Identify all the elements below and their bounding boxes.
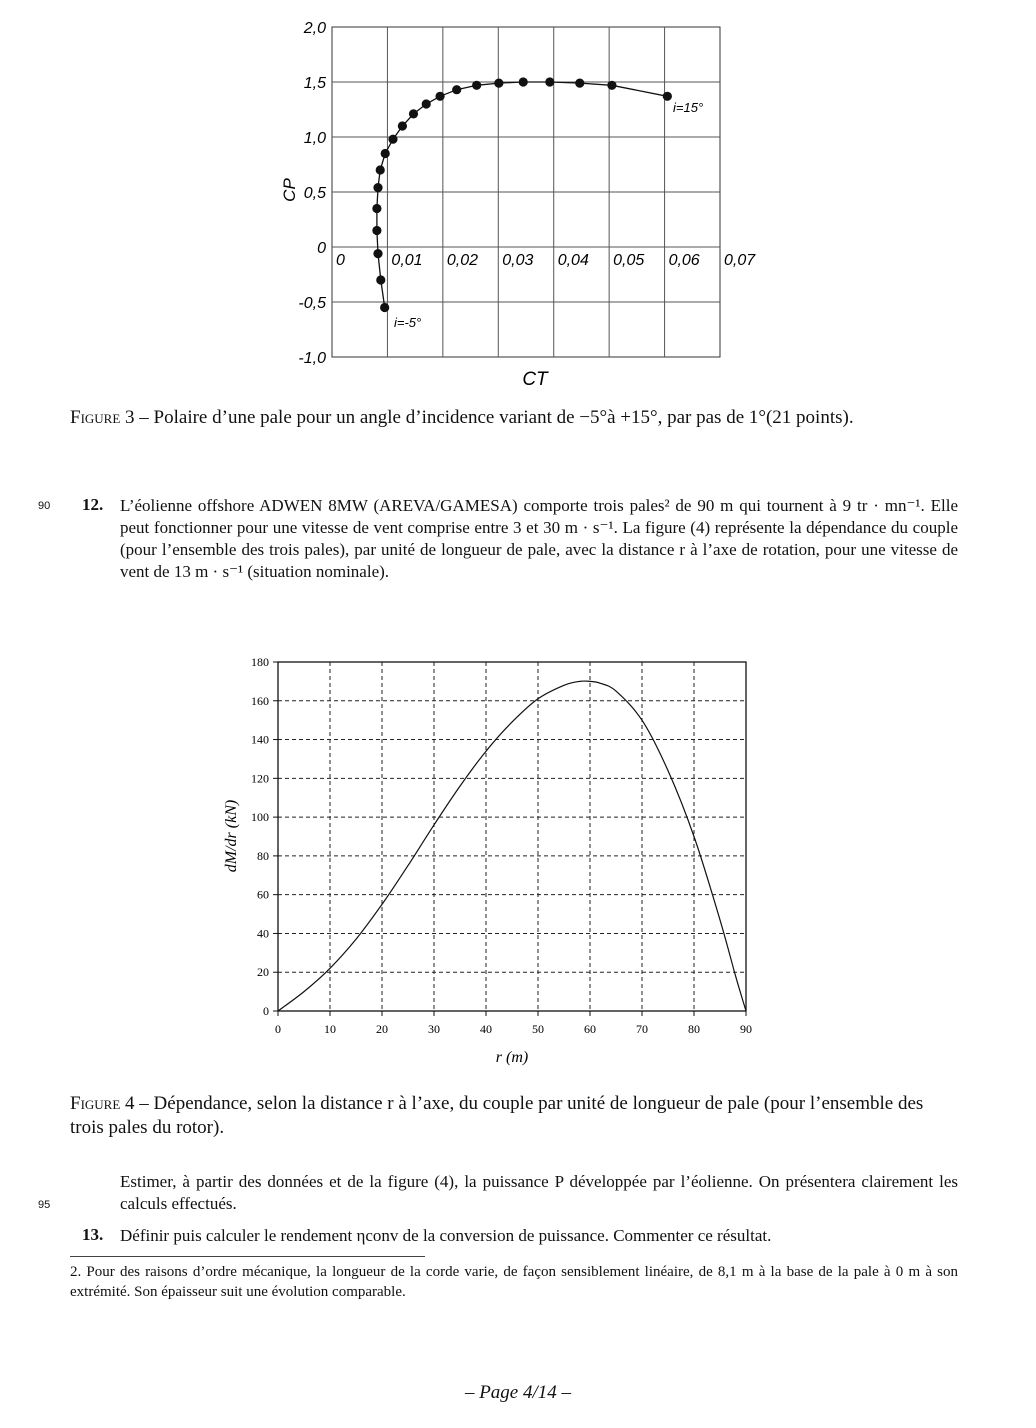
figure-3-polar-chart <box>270 10 770 395</box>
fig3-data-point <box>376 275 385 284</box>
fig4-x-tick-label: 40 <box>480 1022 492 1036</box>
fig4-x-tick-label: 50 <box>532 1022 544 1036</box>
fig4-xlabel: r (m) <box>495 1049 529 1066</box>
fig3-y-tick-label: -1,0 <box>298 350 326 367</box>
fig3-tick-labels <box>298 20 756 367</box>
fig3-data-point <box>398 121 407 130</box>
figure-4-torque-chart <box>215 650 760 1070</box>
figure-3-caption <box>70 406 958 430</box>
fig3-grid <box>332 27 720 357</box>
line-number-90: 90 <box>38 500 51 512</box>
fig3-xlabel: CT <box>522 369 548 390</box>
fig3-x-tick-label: 0,07 <box>724 252 756 269</box>
fig3-data-point <box>380 303 389 312</box>
fig3-x-tick-label: 0,06 <box>668 252 700 269</box>
fig3-data-point <box>519 77 528 86</box>
fig3-data-point <box>381 149 390 158</box>
fig3-data-points <box>372 77 672 312</box>
fig4-x-tick-label: 10 <box>324 1022 336 1036</box>
fig4-x-tick-label: 20 <box>376 1022 388 1036</box>
fig3-y-tick-label: 0 <box>317 240 326 257</box>
fig4-x-tick-label: 60 <box>584 1022 596 1036</box>
figure-4-caption <box>70 1092 958 1140</box>
fig3-data-point <box>373 249 382 258</box>
fig3-data-point <box>422 99 431 108</box>
fig4-ylabel: dM/dr (kN) <box>223 799 240 873</box>
fig4-x-tick-label: 80 <box>688 1022 700 1036</box>
fig4-y-tick-label: 80 <box>257 848 269 863</box>
fig3-x-tick-label: 0 <box>336 252 345 269</box>
fig4-y-tick-label: 100 <box>251 810 269 825</box>
fig4-y-tick-label: 20 <box>257 965 269 980</box>
fig3-data-point <box>663 92 672 101</box>
fig3-x-tick-label: 0,04 <box>557 252 589 269</box>
fig3-data-point <box>373 183 382 192</box>
figure-3-caption-text: – Polaire d’une pale pour un angle d’incidence variant de −5°à +15°, par pas de 1°(21 points). <box>139 407 854 428</box>
fig3-data-point <box>372 204 381 213</box>
fig3-y-tick-label: 1,0 <box>303 130 326 147</box>
fig3-data-point <box>376 165 385 174</box>
fig4-x-tick-label: 30 <box>428 1022 440 1036</box>
fig3-x-tick-label: 0,05 <box>613 252 645 269</box>
fig4-y-tick-label: 120 <box>251 771 269 786</box>
fig4-frame <box>278 662 746 1011</box>
fig4-y-tick-label: 40 <box>257 926 269 941</box>
fig3-x-tick-label: 0,01 <box>391 252 423 269</box>
fig3-data-point <box>607 81 616 90</box>
page-footer: – Page 4/14 – <box>464 1382 572 1403</box>
line-number-95: 95 <box>38 1199 51 1211</box>
fig3-data-point <box>545 77 554 86</box>
fig3-series-line <box>377 82 667 308</box>
fig3-y-tick-label: 2,0 <box>303 20 326 37</box>
question-13-number: 13. <box>82 1225 104 1244</box>
question-13-text: Définir puis calculer le rendement ηconv de la conversion de puissance. Commenter ce résultat. <box>120 1226 772 1245</box>
fig4-x-tick-label: 70 <box>636 1022 648 1036</box>
footnote-rule <box>70 1256 425 1257</box>
figure-3-caption-label: Figure 3 <box>70 407 135 428</box>
fig4-series-line <box>278 681 746 1011</box>
footnote-2: 2. Pour des raisons d’ordre mécanique, la longueur de la corde varie, de façon sensiblement linéaire, de 8,1 m à la base de la pale à 0 m à son extrémité. Son épaisseur suit une évolution comparable. <box>70 1264 958 1300</box>
fig3-x-tick-label: 0,02 <box>446 252 478 269</box>
fig3-data-point <box>452 85 461 94</box>
fig3-data-point <box>575 79 584 88</box>
fig3-data-point <box>472 81 481 90</box>
question-12-text: L’éolienne offshore ADWEN 8MW (AREVA/GAMESA) comporte trois pales² de 90 m qui tournent à 9 tr · mn⁻¹. Elle peut fonctionner pour une vitesse de vent comprise entre 3 et 30 m · s⁻¹. La figure (4) représente la dépendance du couple (pour l’ensemble des trois pales), par unité de longueur de pale, avec la distance r à l’axe de rotation, pour une vitesse de vent de 13 m · s⁻¹ (situation nominale). <box>120 496 958 581</box>
fig3-x-tick-label: 0,03 <box>502 252 534 269</box>
fig3-data-point <box>435 92 444 101</box>
fig3-y-tick-label: 0,5 <box>303 185 326 202</box>
estimate-instruction: Estimer, à partir des données et de la figure (4), la puissance P développée par l’éolienne. On présentera clairement les calculs effectués. <box>120 1172 958 1213</box>
fig4-y-tick-label: 140 <box>251 732 269 747</box>
fig4-y-tick-label: 160 <box>251 693 269 708</box>
fig3-data-point <box>494 79 503 88</box>
fig3-y-tick-label: 1,5 <box>303 75 326 92</box>
fig3-annotation-i-5: i=-5° <box>394 315 422 330</box>
fig4-y-tick-label: 180 <box>251 655 269 669</box>
figure-4-caption-label: Figure 4 <box>70 1093 135 1114</box>
fig4-x-tick-label: 90 <box>740 1022 752 1036</box>
fig3-data-point <box>409 109 418 118</box>
fig3-y-tick-label: -0,5 <box>298 295 326 312</box>
fig4-tick-labels <box>251 655 752 1036</box>
fig4-y-tick-label: 60 <box>257 887 269 902</box>
fig4-grid <box>273 662 746 1016</box>
fig3-ylabel: CP <box>280 178 299 202</box>
fig3-data-point <box>372 226 381 235</box>
fig3-annotation-i15: i=15° <box>673 100 704 115</box>
figure-4-caption-text: – Dépendance, selon la distance r à l’axe, du couple par unité de longueur de pale (pour l’ensemble des trois pales du rotor). <box>70 1093 924 1138</box>
fig3-data-point <box>388 135 397 144</box>
fig4-y-tick-label: 0 <box>263 1004 269 1018</box>
question-12-number: 12. <box>82 495 104 514</box>
fig4-x-tick-label: 0 <box>275 1022 281 1036</box>
